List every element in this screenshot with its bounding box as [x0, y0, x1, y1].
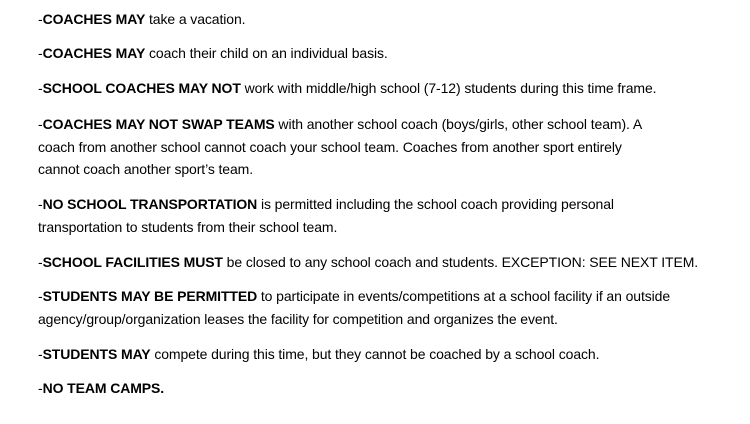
- dash: -: [38, 346, 43, 362]
- rule-heading: STUDENTS MAY: [42, 346, 151, 362]
- rule-item-students-permitted: [38, 285, 738, 330]
- rule-item-coaches-vacation: [38, 8, 738, 31]
- rule-line: coach from another school cannot coach your school team. Coaches from another sport entirely: [38, 138, 622, 155]
- rule-item-no-middle-high-students: [38, 77, 738, 100]
- rule-item-no-transportation: [38, 193, 738, 238]
- rule-line: [38, 8, 738, 31]
- rule-heading: SCHOOL FACILITIES MUST: [42, 254, 223, 270]
- rule-heading: NO SCHOOL TRANSPORTATION: [42, 196, 258, 212]
- rule-line: transportation to students from their school team.: [38, 218, 338, 235]
- rule-text: be closed to any school coach and students. EXCEPTION: SEE NEXT ITEM.: [222, 254, 699, 270]
- rule-line: [38, 77, 738, 100]
- rule-text: work with middle/high school (7-12) students during this time frame.: [240, 80, 657, 96]
- rule-item-facilities-closed: [38, 251, 738, 274]
- rule-heading: COACHES MAY: [42, 11, 146, 27]
- rule-heading: SCHOOL COACHES MAY NOT: [42, 80, 241, 96]
- dash: -: [38, 254, 43, 270]
- rule-line: [38, 113, 738, 136]
- rule-text: to participate in events/competitions at a school facility if an outside: [257, 288, 671, 304]
- dash: -: [38, 380, 43, 396]
- rule-heading: NO TEAM CAMPS.: [42, 380, 165, 396]
- rule-item-no-swap-teams: [38, 113, 738, 181]
- rule-line: [38, 343, 738, 366]
- dash: -: [38, 288, 43, 304]
- rule-line: cannot coach another sport’s team.: [38, 161, 254, 177]
- rule-line: [38, 285, 738, 308]
- rule-text: compete during this time, but they cannot be coached by a school coach.: [150, 346, 600, 362]
- dash: -: [38, 45, 43, 61]
- rule-item-coach-own-child: [38, 42, 738, 65]
- rule-item-students-compete: [38, 343, 738, 366]
- rule-text: coach their child on an individual basis.: [145, 45, 388, 61]
- rule-line: [38, 42, 738, 65]
- rule-text: is permitted including the school coach providing personal: [257, 196, 614, 212]
- rule-heading: COACHES MAY NOT SWAP TEAMS: [42, 116, 275, 132]
- dash: -: [38, 116, 43, 132]
- rule-text: take a vacation.: [145, 11, 246, 27]
- rule-text: with another school coach (boys/girls, other school team). A: [274, 116, 643, 132]
- dash: -: [38, 80, 43, 96]
- rule-item-no-team-camps: [38, 377, 738, 400]
- rule-heading: COACHES MAY: [42, 45, 146, 61]
- rule-line: [38, 251, 738, 274]
- dash: -: [38, 11, 43, 27]
- rule-line: [38, 193, 738, 216]
- rule-heading: STUDENTS MAY BE PERMITTED: [42, 288, 258, 304]
- dash: -: [38, 196, 43, 212]
- rule-line: agency/group/organization leases the facility for competition and organizes the event.: [38, 310, 558, 327]
- rule-line: [38, 377, 738, 400]
